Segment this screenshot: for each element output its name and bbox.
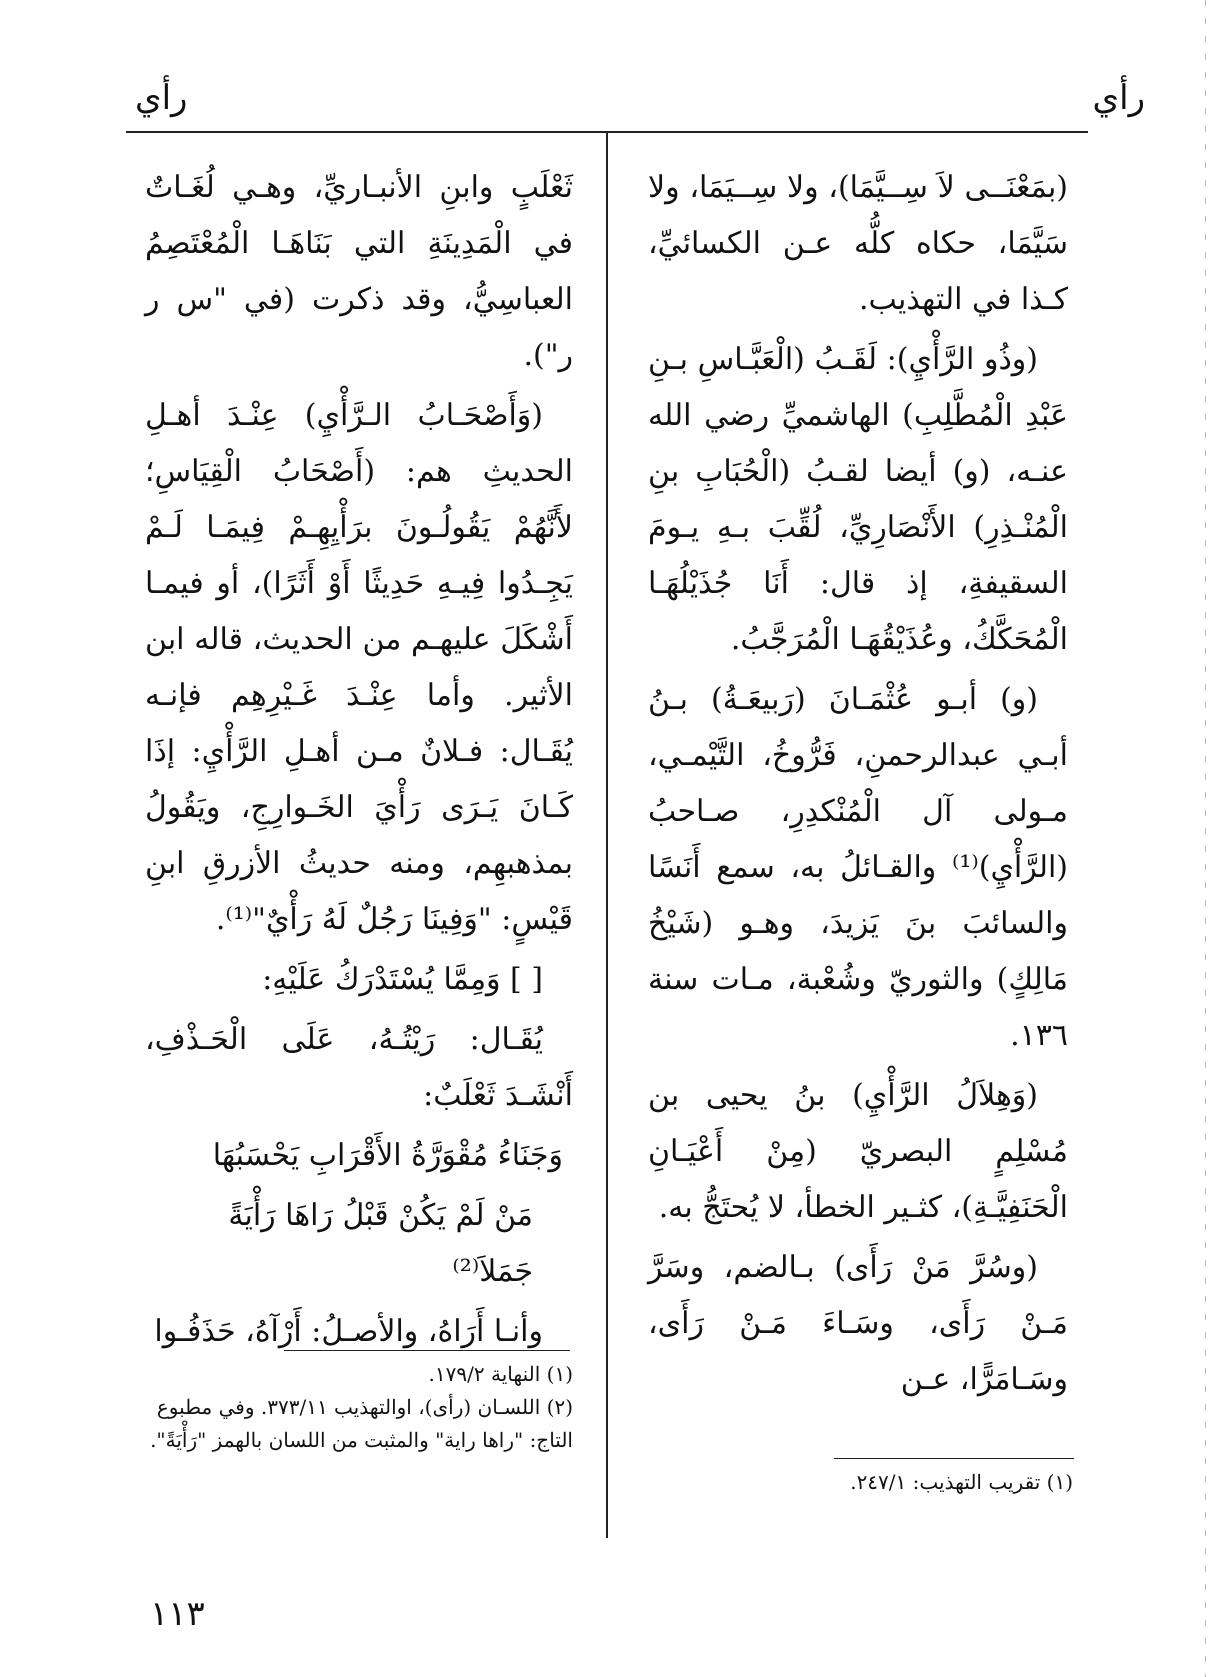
- paragraph: (وسُرَّ مَنْ رَأَى) بـالضم، وسَرَّ مَـنْ رَأَى، وسَـاءَ مَـنْ رَأَى، وسَـامَرًّا، عـن: [648, 1250, 1068, 1397]
- scan-edge-line: [1205, 0, 1206, 1677]
- paragraph: (و) أبـو عُثْمَـانَ (رَبيعَـةُ) بـنُ أبـي عبدالرحمنِ، فَرُّوخُ، التَّيْمـي، مـولى آل الْمُنْكدِرِ، صـاحبُ (الرَّأْيِ)⁽¹⁾ والقـائلُ به، سمع أَنَسًا والسائبَ بنَ يَزيدَ، وهـو (شَيْخُ مَالِكٍ) والثوريّ وشُعْبة، مـات سنة ١٣٦.: [648, 682, 1068, 1053]
- paragraph: (وَأَصْحَـابُ الـرَّأْيِ) عِنْـدَ أهـلِ الحديثِ هم: (أَصْحَابُ الْقِيَاسِ؛ لأَنَّهُمْ يَقُولُـونَ برَأْيِهِـمْ فِيمَـا لَـمْ يَجِـدُوا فِيـهِ حَدِيثًا أَوْ أَثَرًا)، أو فيمـا أَشْكَلَ عليهـم من الحديث، قاله ابن الأثير. وأما عِنْـدَ غَـيْرِهِم فإنـه يُقَـال: فـلانٌ مـن أهـلِ الرَّأْيِ: إذَا كَـانَ يَـرَى رَأْيَ الخَـوارِجِ، ويَقُولُ بمذهبهِم، ومنه حديثُ الأزرقِ ابنِ قَيْسٍ: "وَفِينَا رَجُلٌ لَهُ رَأْيٌ"⁽¹⁾.: [145, 398, 573, 937]
- page-number: ١١٣: [150, 1594, 205, 1634]
- header-headword-right: رأي: [1092, 78, 1145, 118]
- paragraph: (بمَعْنَــى لاَ سِــيَّمَا)، ولا سِــيَمَا، ولا سَيَّمَا، حكاه كلُّه عـن الكسائيِّ، كـذا في التهذيب.: [648, 170, 1068, 317]
- paragraph: [ ] وَمِمَّا يُسْتَدْرَكُ عَلَيْهِ:: [262, 962, 543, 997]
- header-headword-left: رأي: [135, 78, 188, 118]
- verse-line: وَجَنَاءُ مُقْوَرَّةُ الأَقْرَابِ يَحْسَبُهَا: [212, 1138, 563, 1173]
- paragraph: يُقَـال: رَيْتُـهُ، عَلَى الْحَـذْفِ، أَنْشَـدَ ثَعْلَبٌ:: [145, 1022, 573, 1113]
- paragraph: (وذُو الرَّأْيِ): لَقَـبُ (الْعَبَّـاسِ بـنِ عَبْدِ الْمُطَّلِبِ) الهاشميِّ رضي الله عنـه، (و) أيضا لقـبُ (الْحُبَابِ بنِ الْمُنْـذِرِ) الأَنْصَارِيِّ، لُقِّبَ بـهِ يـومَ السقيفةِ، إذ قال: أَنَا جُذَيْلُهَـا الْمُحَكَّكُ، وعُذَيْقُهَـا الْمُرَجَّبُ.: [648, 342, 1068, 657]
- footnotes-right: [648, 1466, 1073, 1499]
- paragraph: وأنـا أَرَاهُ، والأصـلُ: أَرْآهُ، حَذَفُـوا: [154, 1314, 543, 1349]
- footnotes-left: [145, 1358, 573, 1457]
- footnote-rule-right: [834, 1458, 1074, 1459]
- paragraph: (وَهِلاَلُ الرَّأْيِ) بنُ يحيى بن مُسْلِمٍ البصريّ (مِنْ أَعْيَـانِ الْحَنَفِيَّـةِ)، كثـير الخطأ، لا يُحتَجُّ به.: [648, 1078, 1068, 1225]
- column-divider: [606, 133, 608, 1538]
- left-column: [145, 160, 573, 1364]
- verse-line: مَنْ لَمْ يَكُنْ قَبْلُ رَاهَا رَأْيَةً جَمَلاَ⁽²⁾: [228, 1198, 533, 1289]
- right-column: [648, 160, 1068, 1412]
- footnote: (١) النهاية ١٧٩/٢.: [428, 1362, 573, 1386]
- footnote: (١) تقريب التهذيب: ٢٤٧/١.: [850, 1470, 1073, 1494]
- footnote: (٢) اللسـان (رأى)، اوالتهذيب ٣٧٣/١١. وفي مطبوع التاج: "راها راية" والمثبت من اللسان بالهمز "رَأْيَةً".: [150, 1395, 573, 1452]
- footnote-rule-left: [284, 1350, 570, 1351]
- paragraph: ثَعْلَبٍ وابنِ الأنبـاريِّ، وهـي لُغَـاتٌ في الْمَدِينَةِ التي بَنَاهَـا الْمُعْتَصِمُ العباسِيُّ، وقد ذكرت (في "س ر ر").: [145, 170, 573, 373]
